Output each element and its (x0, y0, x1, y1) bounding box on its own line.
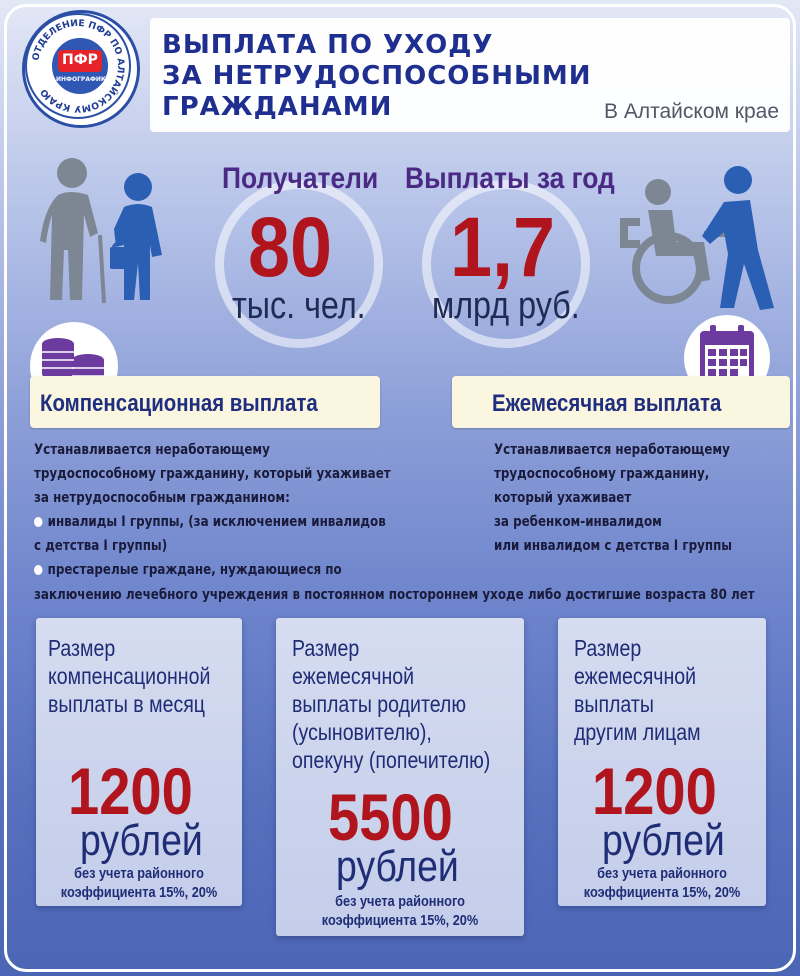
card-title-line: Размер (292, 635, 360, 661)
description-line: трудоспособному гражданину, (494, 466, 710, 482)
card-title-line: (усыновителю), (292, 719, 432, 745)
card-amount: 1200 (68, 754, 193, 828)
bullet-item (34, 510, 391, 534)
description-line: за нетрудоспособным гражданином: (34, 490, 290, 506)
card-title (574, 634, 701, 746)
page-title (162, 30, 592, 123)
monthly-description (494, 438, 732, 558)
description-line: трудоспособному гражданину, который ухаживает (34, 466, 391, 482)
compensation-last-line: заключению лечебного учреждения в постоянном постороннем уходе либо достигшие возраста 80 лет (34, 587, 755, 603)
bullet-continuation: с детства I группы) (34, 538, 168, 554)
card-unit: рублей (336, 842, 459, 891)
payments-unit: млрд руб. (432, 285, 580, 327)
description-line: который ухаживает (494, 490, 632, 506)
bullet-icon (34, 517, 43, 527)
card-title-line: опекуну (попечителю) (292, 747, 491, 773)
compensation-heading-bar (30, 376, 380, 428)
card-note-line: коэффициента 15%, 20% (583, 884, 741, 901)
title-line: ГРАЖДАНАМИ (162, 92, 393, 122)
title-line: ВЫПЛАТА ПО УХОДУ (162, 30, 494, 60)
description-line: за ребенком-инвалидом (494, 514, 662, 530)
compensation-description (34, 438, 391, 582)
monthly-heading-bar (452, 376, 790, 428)
description-line: или инвалидом с детства I группы (494, 538, 733, 554)
description-line: Устанавливается неработающему (494, 442, 730, 458)
logo-core (50, 36, 110, 96)
compensation-amount-card (36, 618, 242, 906)
bullet-item (34, 558, 391, 582)
card-title (48, 634, 210, 718)
recipients-unit: тыс. чел. (232, 285, 366, 327)
card-title-line: выплаты (574, 691, 654, 717)
recipients-label: Получатели (222, 162, 379, 195)
monthly-heading: Ежемесячная выплата (492, 390, 722, 417)
card-note-line: без учета районного (74, 865, 204, 882)
other-persons-amount-card (558, 618, 766, 906)
card-note-line: без учета районного (597, 865, 727, 882)
bullet-icon (34, 565, 43, 575)
compensation-heading: Компенсационная выплата (40, 390, 318, 417)
card-unit: рублей (602, 816, 725, 865)
card-note-line: без учета районного (335, 893, 465, 910)
card-note-line: коэффициента 15%, 20% (321, 912, 479, 929)
card-unit: рублей (80, 816, 203, 865)
card-title-line: Размер (48, 635, 116, 661)
payments-value: 1,7 (450, 200, 556, 294)
recipients-value: 80 (248, 200, 333, 294)
card-note (51, 864, 226, 902)
card-note-line: коэффициента 15%, 20% (60, 884, 218, 901)
card-title-line: выплаты родителю (292, 691, 466, 717)
pfr-logo (22, 10, 140, 128)
parent-amount-card (276, 618, 524, 936)
elderly-with-helper-icon (40, 155, 175, 305)
card-amount: 1200 (592, 754, 717, 828)
card-title-line: другим лицам (574, 719, 701, 745)
card-note (574, 864, 751, 902)
card-title (292, 634, 490, 774)
title-line: ЗА НЕТРУДОСПОСОБНЫМИ (162, 61, 592, 91)
card-amount: 5500 (328, 780, 453, 854)
card-title-line: ежемесячной (292, 663, 415, 689)
payments-label: Выплаты за год (405, 162, 615, 195)
card-title-line: выплаты в месяц (48, 691, 206, 717)
card-note (295, 892, 506, 930)
card-title-line: Размер (574, 635, 642, 661)
bullet-text: инвалиды I группы, (за исключением инвалидов (47, 514, 386, 530)
wheelchair-with-helper-icon (618, 160, 788, 310)
card-title-line: компенсационной (48, 663, 211, 689)
bullet-text: престарелые граждане, нуждающиеся по (47, 562, 342, 578)
logo-ring-text: ОТДЕЛЕНИЕ ПФР ПО АЛТАЙСКОМУ КРАЮ (30, 17, 127, 115)
description-line: Устанавливается неработающему (34, 442, 270, 458)
logo-sub-text: ИНФОГРАФИКА (56, 76, 111, 83)
logo-center-text: ПФР (62, 52, 98, 68)
region-label: В Алтайском крае (604, 100, 779, 123)
card-title-line: ежемесячной (574, 663, 697, 689)
